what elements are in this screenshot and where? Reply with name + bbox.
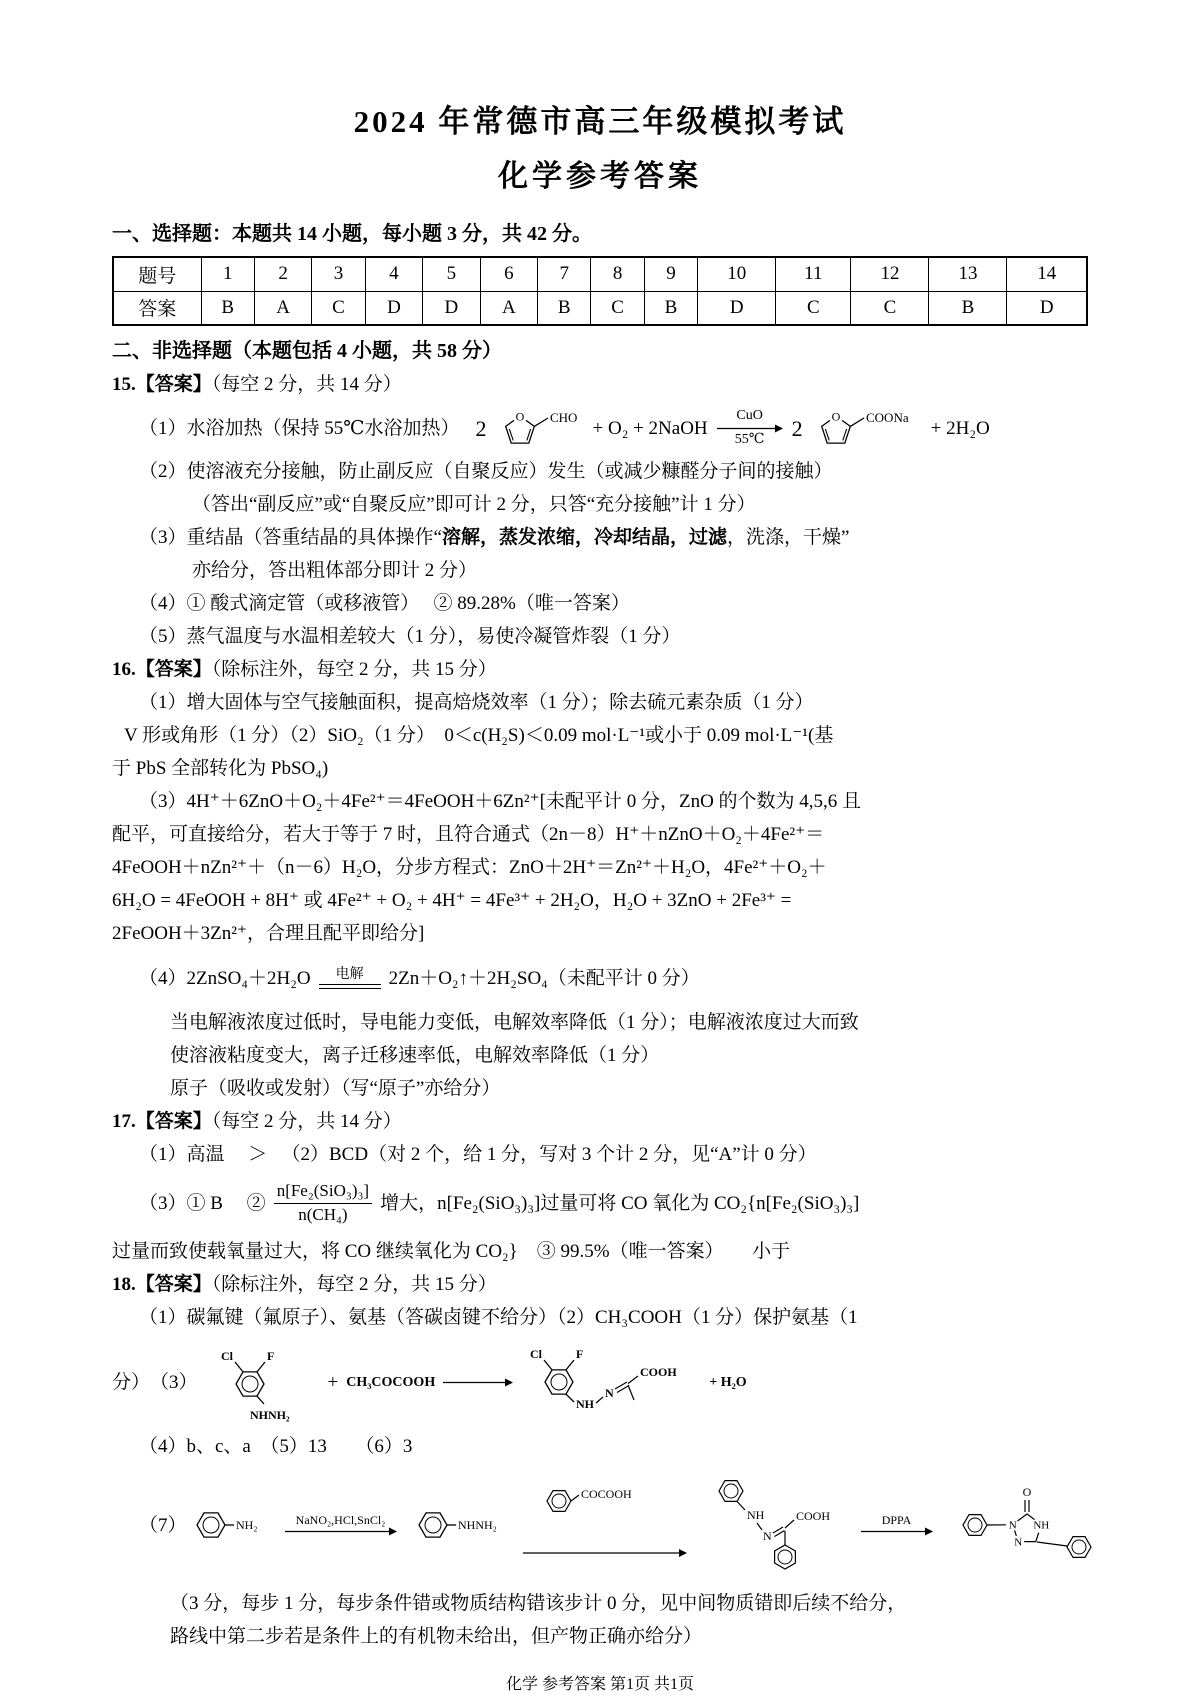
q16-line11: 原子（吸收或发射）（写“原子”亦给分） (170, 1078, 501, 1099)
ring-nh-label: NH (1032, 1519, 1049, 1532)
q17-head-note: （每空 2 分，共 14 分） (211, 1111, 402, 1132)
oxygen-label: O (515, 409, 524, 424)
q17-line1: （1）高温 ＞ （2）BCD（对 2 个，给 1 分，写对 3 个计 2 分，见“A”计 0 分） (139, 1144, 817, 1165)
cocooh-label: COCOOH (580, 1487, 632, 1501)
sodium-furoate-structure (808, 401, 926, 455)
equation-middle: + O₂ + 2NaOH (592, 417, 708, 439)
q15-answer3-line2: 亦给分，答出粗体部分即计 2 分） (192, 560, 478, 581)
q15-answer4: （4）① 酸式滴定管（或移液管） ② 89.28%（唯一答案） (139, 593, 630, 614)
page-footer: 化学 参考答案 第1页 共1页 (505, 1676, 694, 1693)
q15-head (112, 368, 1088, 401)
q16-head-label: 16.【答案】 (112, 659, 212, 680)
page-title: 2024 年常德市高三年级模拟考试 (353, 104, 847, 139)
table-cell: C (591, 291, 644, 325)
mole-ratio-fraction (274, 1180, 372, 1227)
table-cell: 6 (480, 257, 537, 291)
step1-arrow (285, 1514, 397, 1536)
q15-answer1 (112, 401, 1088, 455)
answer-table (112, 256, 1088, 326)
q16-line2: V 形或角形（1 分）（2）SiO₂（1 分） 0＜c(H₂S)＜0.09 mol·L⁻¹或小于 0.09 mol·L⁻¹(基 (124, 725, 834, 746)
chlorine-label: Cl (220, 1349, 233, 1363)
arrow-icon (861, 1527, 933, 1536)
q18-line5: （3 分，每步 1 分，每步条件错或物质结构错该步计 0 分，见中间物质错即后续不给分， (170, 1593, 907, 1614)
phenylglyoxylic-acid-over-arrow (521, 1477, 689, 1573)
table-cell: 4 (365, 257, 422, 291)
q16-head-note: （除标注外，每空 2 分，共 15 分） (211, 659, 497, 680)
q17-head (112, 1105, 1088, 1138)
table-row-numbers (113, 257, 1087, 291)
q15-answer2-line2: （答出“副反应”或“自聚反应”即可计 2 分，只答“充分接触”计 1 分） (192, 494, 756, 515)
q18-line2-pre: 分） （3） (112, 1371, 198, 1393)
chlorine-label: Cl (530, 1347, 543, 1361)
page-subtitle: 化学参考答案 (498, 160, 702, 193)
step3-arrow (861, 1514, 933, 1536)
table-cell: B (929, 291, 1007, 325)
hydrazone-product-structure (521, 1340, 701, 1424)
table-cell: 8 (591, 257, 644, 291)
table-cell: B (538, 291, 591, 325)
q15-answer3-pre: （3）重结晶（答重结晶的具体操作“ (139, 527, 442, 548)
table-cell: 2 (254, 257, 311, 291)
table-cell: D (1007, 291, 1087, 325)
table-cell: 3 (312, 257, 365, 291)
q15-answer3-bold: 溶解，蒸发浓缩，冷却结晶，过滤 (441, 527, 727, 548)
table-cell: 9 (644, 257, 697, 291)
phenylhydrazine-structure (409, 1499, 513, 1551)
electrolysis-condition (319, 968, 381, 989)
table-cell: C (776, 291, 851, 325)
coona-label: COONa (865, 410, 909, 425)
table-cell: 12 (851, 257, 929, 291)
cooh-label: COOH (640, 1365, 677, 1379)
oxygen-label: O (831, 409, 840, 424)
table-cell: A (254, 291, 311, 325)
table-cell: 13 (929, 257, 1007, 291)
nh-label: NH (746, 1508, 764, 1522)
q15-answer1-text: （1）水浴加热（保持 55℃水浴加热） (139, 417, 460, 439)
condition-bottom: 55℃ (734, 431, 765, 447)
q18-head (112, 1268, 1088, 1301)
q18-line3: （4）b、c、a （5）13 （6）3 (139, 1436, 413, 1457)
pyruvic-acid-formula: CH₃COCOOH (346, 1374, 436, 1390)
q16-line10: 使溶液粘度变大，离子迁移速率低，电解效率降低（1 分） (170, 1045, 660, 1066)
q15-head-label: 15.【答案】 (112, 374, 212, 395)
q18-head-note: （除标注外，每空 2 分，共 15 分） (211, 1274, 497, 1295)
electrolysis-label: 电解 (335, 966, 364, 982)
q15-answer5: （5）蒸气温度与水温相差较大（1 分），易使冷凝管炸裂（1 分） (139, 626, 681, 647)
section2-heading: 二、非选择题（本题包括 4 小题，共 58 分） (112, 340, 502, 362)
triazolone-product-structure (945, 1479, 1105, 1571)
fraction-denominator: n(CH₄) (298, 1204, 348, 1224)
table-cell: 14 (1007, 257, 1087, 291)
water-byproduct: + H₂O (709, 1374, 747, 1390)
q16-line4: （3）4H⁺＋6ZnO＋O₂＋4Fe²⁺＝4FeOOH＋6Zn²⁺[未配平计 0 分，ZnO 的个数为 4,5,6 且 (139, 791, 862, 812)
q16-head (112, 653, 1088, 686)
q18-line6: 路线中第二步若是条件上的有机物未给出，但产物正确亦给分） (170, 1626, 703, 1647)
table-cell: 10 (698, 257, 776, 291)
q16-line7: 6H₂O = 4FeOOH + 8H⁺ 或 4Fe²⁺ + O₂ + 4H⁺ = 4Fe³⁺ + 2H₂O，H₂O + 3ZnO + 2Fe³⁺ = (112, 890, 792, 911)
cho-label: CHO (549, 410, 577, 425)
q15-answer3-line1 (112, 521, 1088, 554)
synthesis-route-scheme (187, 1469, 1105, 1581)
table-cell: 11 (776, 257, 851, 291)
n-label: N (762, 1529, 772, 1543)
q18-answer3-reaction (112, 1340, 1088, 1424)
q16-line1: （1）增大固体与空气接触面积，提高焙烧效率（1 分）；除去硫元素杂质（1 分） (139, 692, 814, 713)
step3-conditions: DPPA (881, 1513, 912, 1528)
table-cell: 5 (423, 257, 480, 291)
table-cell: B (644, 291, 697, 325)
q16-line9: 当电解液浓度过低时，导电能力变低，电解效率降低（1 分）；电解液浓度过大而致 (170, 1012, 859, 1033)
step1-conditions: NaNO₂,HCl,SnCl₂ (295, 1513, 386, 1528)
arrow-icon (443, 1378, 513, 1387)
q16-line5: 配平，可直接给分，若大于等于 7 时，且符合通式（2n－8）H⁺＋nZnO＋O₂＋4Fe²⁺＝ (112, 824, 825, 845)
table-cell: D (698, 291, 776, 325)
q16-line8: 2FeOOH＋3Zn²⁺，合理且配平即给分] (112, 923, 425, 944)
q15-answer2-line1: （2）使溶液充分接触，防止副反应（自聚反应）发生（或减少糠醛分子间的接触） (139, 461, 833, 482)
q17-line3: 过量而致使载氧量过大，将 CO 继续氧化为 CO₂} ③ 99.5%（唯一答案） 小于 (112, 1241, 791, 1262)
ring-n-label: N (1008, 1519, 1017, 1532)
furfural-structure (492, 401, 588, 455)
q16-line3: 于 PbS 全部转化为 PbSO₄) (112, 758, 329, 779)
aniline-structure (187, 1499, 273, 1551)
hydrazone-formation-scheme (198, 1340, 747, 1424)
table-header-cell: 答案 (113, 291, 201, 325)
electrolysis-right: 2Zn＋O₂↑＋2H₂SO₄（未配平计 0 分） (388, 967, 700, 989)
q18-line1: （1）碳氟键（氟原子）、氨基（答碳卤键不给分）（2）CH₃COOH（1 分）保护氨基（1 (139, 1307, 858, 1328)
equation-end: + 2H₂O (930, 417, 990, 439)
table-header-cell: 题号 (113, 257, 201, 291)
q18-answer7-scheme (112, 1469, 1088, 1581)
q16-electrolysis-equation (112, 950, 1088, 1006)
reaction-arrow-with-conditions (717, 409, 783, 447)
chlorofluoro-phenylhydrazine-structure (198, 1340, 320, 1424)
table-row-answers (113, 291, 1087, 325)
q18-head-label: 18.【答案】 (112, 1274, 212, 1295)
table-cell: 1 (201, 257, 254, 291)
q17-line2-post: 增大，n[Fe₂(SiO₃)₃]过量可将 CO 氧化为 CO₂{n[Fe₂(SiO₃)₃] (380, 1192, 860, 1214)
table-cell: D (423, 291, 480, 325)
amine-label: NH₂ (235, 1518, 258, 1532)
n-label: N (605, 1386, 614, 1400)
hydrazone-intermediate-structure (697, 1469, 849, 1581)
section1-heading: 一、选择题：本题共 14 小题，每小题 3 分，共 42 分。 (112, 223, 592, 245)
fluorine-label: F (576, 1347, 584, 1361)
q18-line4-pre: （7） (139, 1514, 187, 1536)
table-cell: D (365, 291, 422, 325)
furfural-oxidation-equation (476, 401, 990, 455)
q15-answer3-post: ，洗涤，干燥” (726, 527, 850, 548)
plus-sign: + (327, 1371, 339, 1393)
cooh-label: COOH (795, 1509, 830, 1523)
condition-top: CuO (736, 407, 763, 423)
table-cell: B (201, 291, 254, 325)
q17-head-label: 17.【答案】 (112, 1111, 212, 1132)
q17-line2 (112, 1171, 1088, 1235)
carbonyl-oxygen-label: O (1022, 1485, 1031, 1499)
table-cell: C (312, 291, 365, 325)
coefficient: 2 (791, 415, 803, 441)
electrolysis-left: （4）2ZnSO₄＋2H₂O (139, 967, 311, 989)
coefficient: 2 (475, 415, 487, 441)
fluorine-label: F (266, 1349, 274, 1363)
fraction-numerator: n[Fe₂(SiO₃)₃] (274, 1180, 372, 1204)
q17-line2-pre: （3）① B ② (139, 1192, 266, 1214)
table-cell: A (480, 291, 537, 325)
ring-n-label: N (1013, 1536, 1022, 1549)
arrow-icon (285, 1527, 397, 1536)
hydrazine-group-label: NHNH₂ (249, 1408, 290, 1422)
nh-label: NH (576, 1397, 595, 1411)
table-cell: C (851, 291, 929, 325)
q15-head-note: （每空 2 分，共 14 分） (211, 374, 402, 395)
double-line-icon (319, 984, 381, 989)
hydrazine-group-label: NHNH₂ (457, 1518, 497, 1532)
q16-line6: 4FeOOH＋nZn²⁺＋（n－6）H₂O，分步方程式：ZnO＋2H⁺＝Zn²⁺＋H₂O，4Fe²⁺＋O₂＋ (112, 857, 827, 878)
table-cell: 7 (538, 257, 591, 291)
